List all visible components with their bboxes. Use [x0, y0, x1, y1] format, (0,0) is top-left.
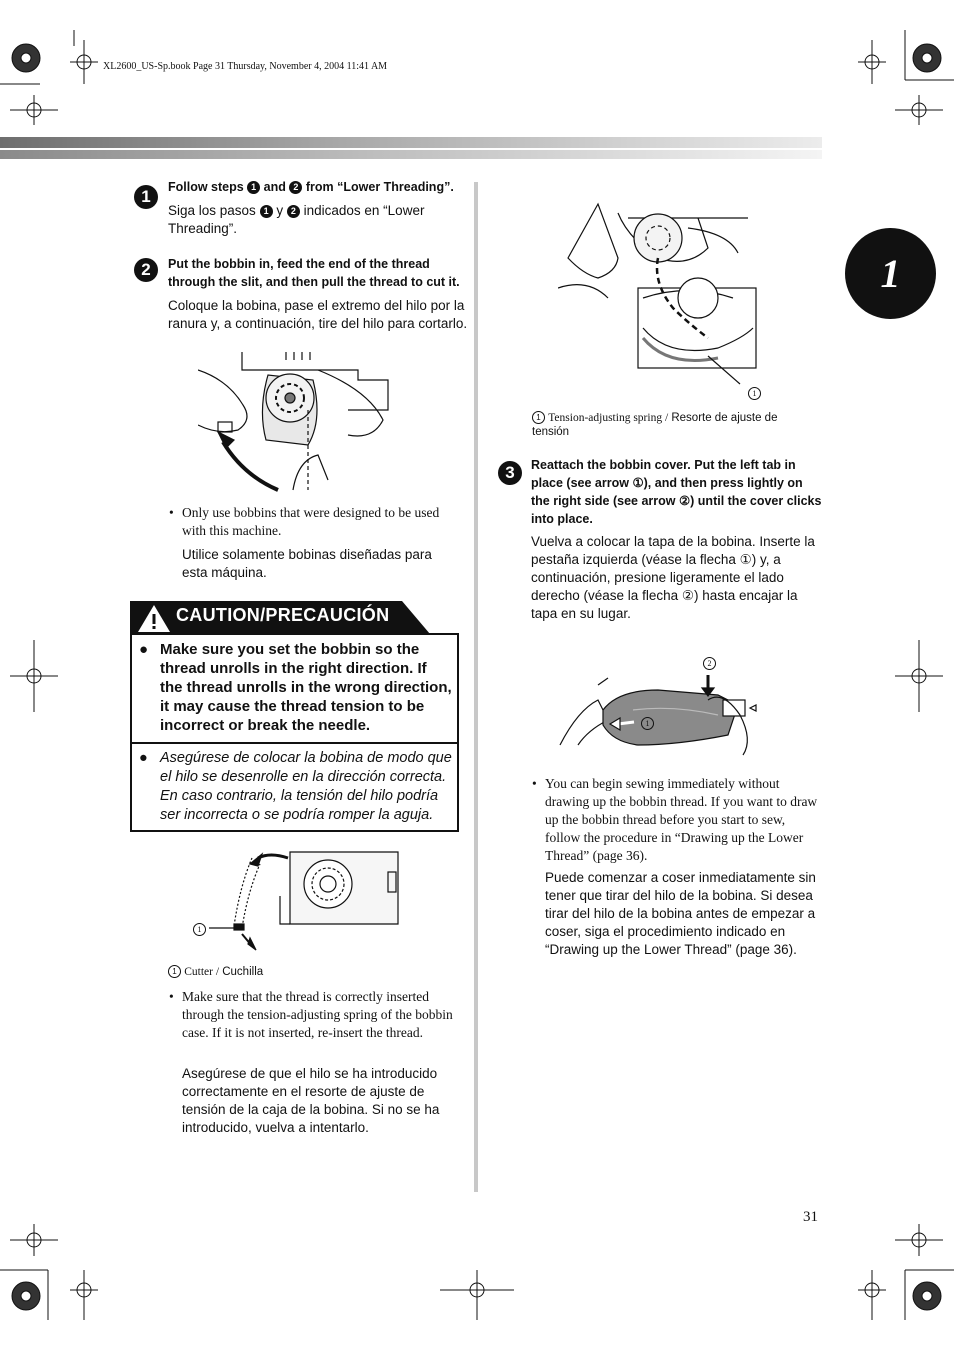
note-1-en: • Only use bobbins that were designed to be used with this machine.	[169, 505, 440, 538]
bobbin-insert-illustration	[198, 350, 393, 500]
spring-figure-label: 1	[748, 384, 761, 400]
note-2-en: • Make sure that the thread is correctly inserted through the tension-adjusting spring of the bobbin case. If it is not inserted, re-insert the thread.	[169, 989, 453, 1040]
caution-divider	[131, 742, 458, 744]
bullet: •	[169, 989, 174, 1004]
caution-bullet-es: ●	[139, 750, 148, 766]
cover-figure-label-1: 1	[641, 714, 654, 730]
step-2-es: Coloque la bobina, pase el extremo del hilo por la ranura y, a continuación, tire del hilo para cortarlo.	[168, 298, 468, 331]
bullet: •	[532, 776, 537, 791]
print-header: XL2600_US-Sp.book Page 31 Thursday, November 4, 2004 11:41 AM	[103, 61, 388, 72]
caution-title: CAUTION/PRECAUCIÓN	[176, 605, 390, 625]
cutter-figure-label: 1	[193, 920, 206, 936]
step-2-en: Put the bobbin in, feed the end of the thread through the slit, and then pull the thread to cut it.	[168, 257, 460, 289]
step-3-es: Vuelva a colocar la tapa de la bobina. Inserte la pestaña izquierda (véase la flecha ①) y, a continuación, presione ligeramente el lado derecho (véase la flecha ②) hasta encajar la tapa en su lugar.	[531, 534, 815, 621]
tension-spring-illustration	[558, 198, 758, 398]
step-1-en: Follow steps 1 and 2 from “Lower Threading”.	[168, 180, 454, 194]
bullet: •	[169, 505, 174, 520]
step-1-es: Siga los pasos 1 y 2 indicados en “Lower Threading”.	[168, 203, 425, 236]
note-3-en: • You can begin sewing immediately without drawing up the bobbin thread. If you want to draw up the bobbin thread before you start to sew, follow the procedure in “Drawing up the Lower Thread” (page 36).	[532, 776, 818, 863]
page-number: 31	[803, 1209, 818, 1225]
step-2-number: 2	[134, 258, 158, 282]
caution-es: ● Asegúrese de colocar la bobina de modo que el hilo se desenrolle en la dirección correcta. En caso contrario, la tensión del hilo podría ser incorrecta o se podría romper la aguja.	[139, 750, 452, 823]
step-3-en: Reattach the bobbin cover. Put the left tab in place (see arrow ①), and then press lightly on the right side (see arrow ②) until the cover clicks into place.	[531, 458, 822, 526]
chapter-tab: 1	[845, 228, 936, 319]
step-3-number: 3	[498, 461, 522, 485]
cover-figure-label-2: 2	[703, 654, 716, 670]
caution-en: ● Make sure you set the bobbin so the thread unrolls in the right direction. If the thread unrolls in the wrong direction, it may cause the thread tension to be incorrect or break the needle.	[139, 641, 452, 734]
caution-bullet-en: ●	[139, 641, 149, 658]
note-2-es: Asegúrese de que el hilo se ha introducido correctamente en el resorte de ajuste de tensión de la caja de la bobina. Si no se ha introducido, vuelva a intentarlo.	[182, 1066, 440, 1135]
note-3-es: Puede comenzar a coser inmediatamente sin tener que tirar del hilo de la bobina. Si desea tirar del hilo de la bobina antes de empezar a coser, siga el procedimiento indicado en “Drawing up the Lower Thread” (page 36).	[545, 870, 816, 957]
cutter-illustration	[190, 846, 405, 956]
column-divider	[474, 182, 478, 1192]
cutter-caption: 1 Cutter / Cuchilla	[168, 965, 263, 979]
step-1-number: 1	[134, 185, 158, 209]
note-1-es: Utilice solamente bobinas diseñadas para esta máquina.	[182, 547, 432, 580]
header-band	[0, 137, 822, 161]
spring-caption: 1 Tension-adjusting spring / Resorte de ajuste de tensión	[532, 412, 778, 438]
reattach-cover-illustration	[558, 650, 763, 760]
